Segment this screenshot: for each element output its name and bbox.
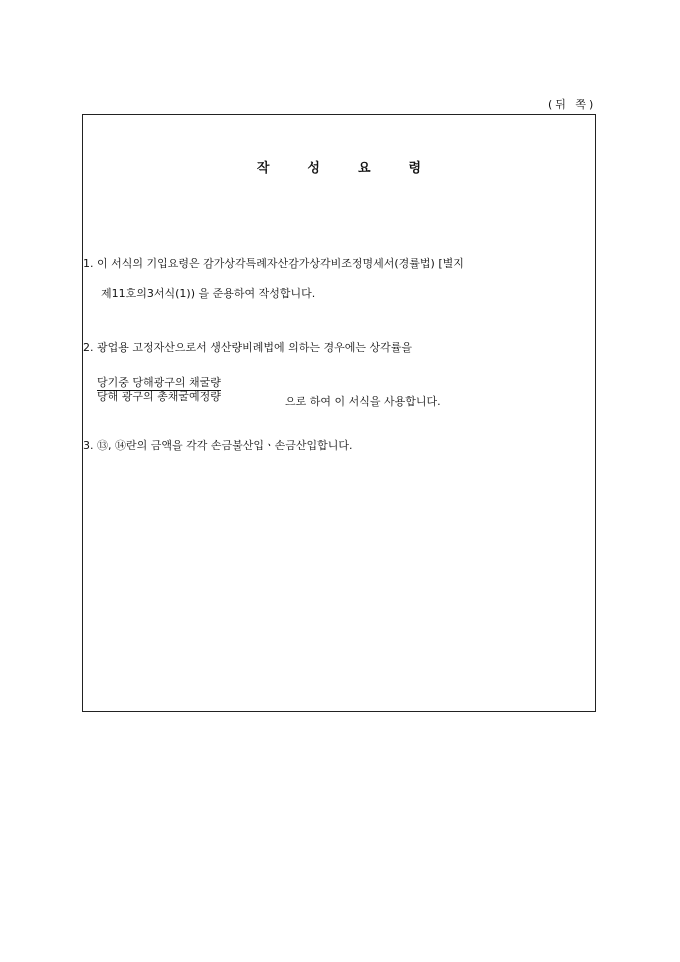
item-2-line-2-tail: 으로 하여 이 서식을 사용합니다. — [285, 395, 441, 408]
instructions-box — [82, 114, 596, 712]
item-3-line-1: 3. ⑬, ⑭란의 금액을 각각 손금불산입ㆍ손금산입합니다. — [83, 439, 353, 452]
document-title: 작성요령 — [256, 161, 460, 176]
fraction-numerator: 당기중 당해광구의 채굴량 — [97, 376, 221, 389]
item-2-line-1: 2. 광업용 고정자산으로서 생산량비례법에 의하는 경우에는 상각률을 — [83, 341, 413, 354]
item-1-line-1: 1. 이 서식의 기입요령은 감가상각특례자산감가상각비조정명세서(경률법) [별지 — [83, 257, 464, 270]
depreciation-rate-fraction — [97, 377, 221, 403]
page-side-label: (뒤 쪽) — [548, 98, 597, 111]
item-1-line-2: 제11호의3서식(1)) 을 준용하여 작성합니다. — [101, 287, 316, 300]
fraction-denominator: 당해 광구의 총채굴예정량 — [97, 390, 221, 403]
